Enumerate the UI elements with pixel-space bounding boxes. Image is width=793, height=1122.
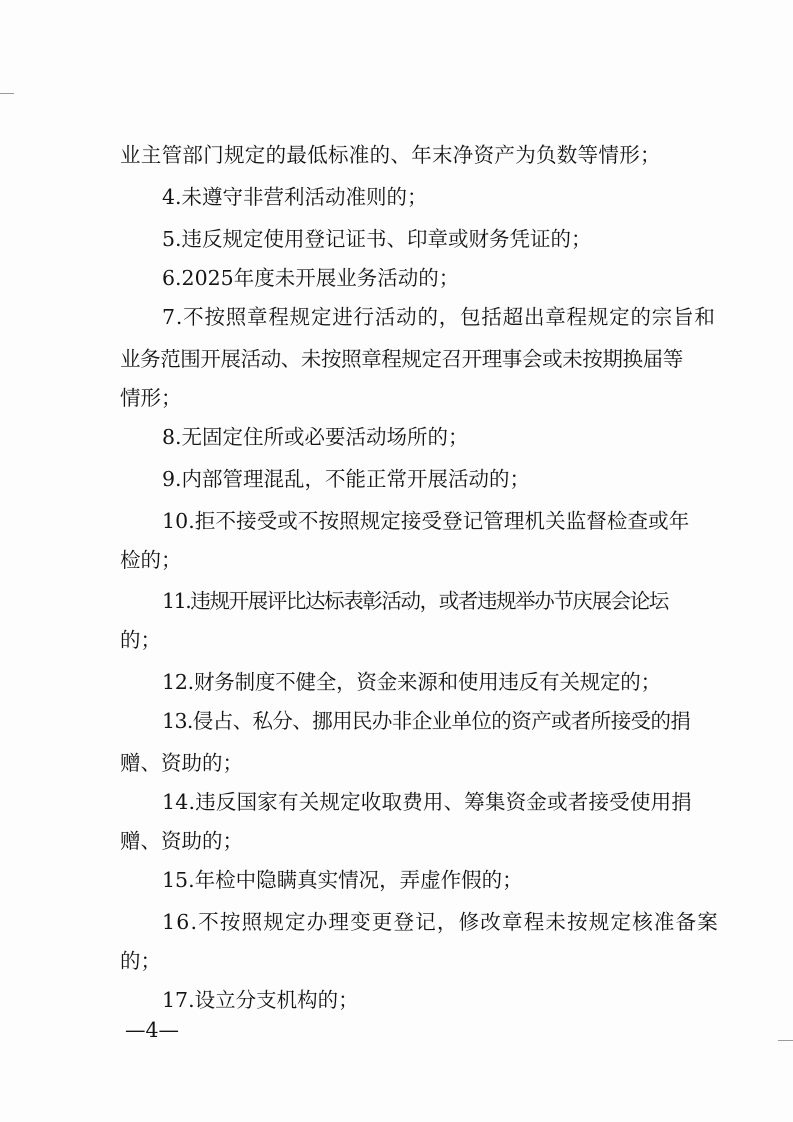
left-margin-mark xyxy=(0,93,14,94)
text-line: 12.财务制度不健全，资金来源和使用违反有关规定的； xyxy=(162,670,661,694)
text-line: 的； xyxy=(120,628,161,652)
text-line: 17.设立分支机构的； xyxy=(162,988,359,1012)
text-line: 赠、资助的； xyxy=(120,751,243,775)
text-line: 13.侵占、私分、挪用民办非企业单位的资产或者所接受的捐 xyxy=(162,709,691,733)
text-line: 情形； xyxy=(120,386,182,410)
text-line: 8.无固定住所或必要活动场所的； xyxy=(162,425,469,449)
text-line: 业主管部门规定的最低标准的、年末净资产为负数等情形； xyxy=(120,143,661,167)
text-line: 6.2025年度未开展业务活动的； xyxy=(162,266,460,290)
text-line: 9.内部管理混乱，不能正常开展活动的； xyxy=(162,467,531,491)
text-line: 10.拒不接受或不按照规定接受登记管理机关监督检查或年 xyxy=(162,509,690,533)
text-line: 5.违反规定使用登记证书、印章或财务凭证的； xyxy=(162,227,592,251)
text-line: 的； xyxy=(120,949,161,973)
page-number: —4— xyxy=(125,1018,180,1042)
text-line: 16.不按照规定办理变更登记，修改章程未按规定核准备案 xyxy=(162,910,720,934)
text-line: 7.不按照章程规定进行活动的，包括超出章程规定的宗旨和 xyxy=(162,305,716,329)
text-line: 14.违反国家有关规定收取费用、筹集资金或者接受使用捐 xyxy=(162,790,693,814)
text-line: 11.违规开展评比达标表彰活动，或者违规举办节庆展会论坛 xyxy=(162,589,668,613)
right-margin-mark xyxy=(778,1040,793,1041)
text-line: 业务范围开展活动、未按照章程规定召开理事会或未按期换届等 xyxy=(120,347,683,371)
text-line: 15.年检中隐瞒真实情况，弄虚作假的； xyxy=(162,868,523,892)
text-line: 4.未遵守非营利活动准则的； xyxy=(162,185,428,209)
text-line: 赠、资助的； xyxy=(120,829,243,853)
text-line: 检的； xyxy=(120,548,182,572)
